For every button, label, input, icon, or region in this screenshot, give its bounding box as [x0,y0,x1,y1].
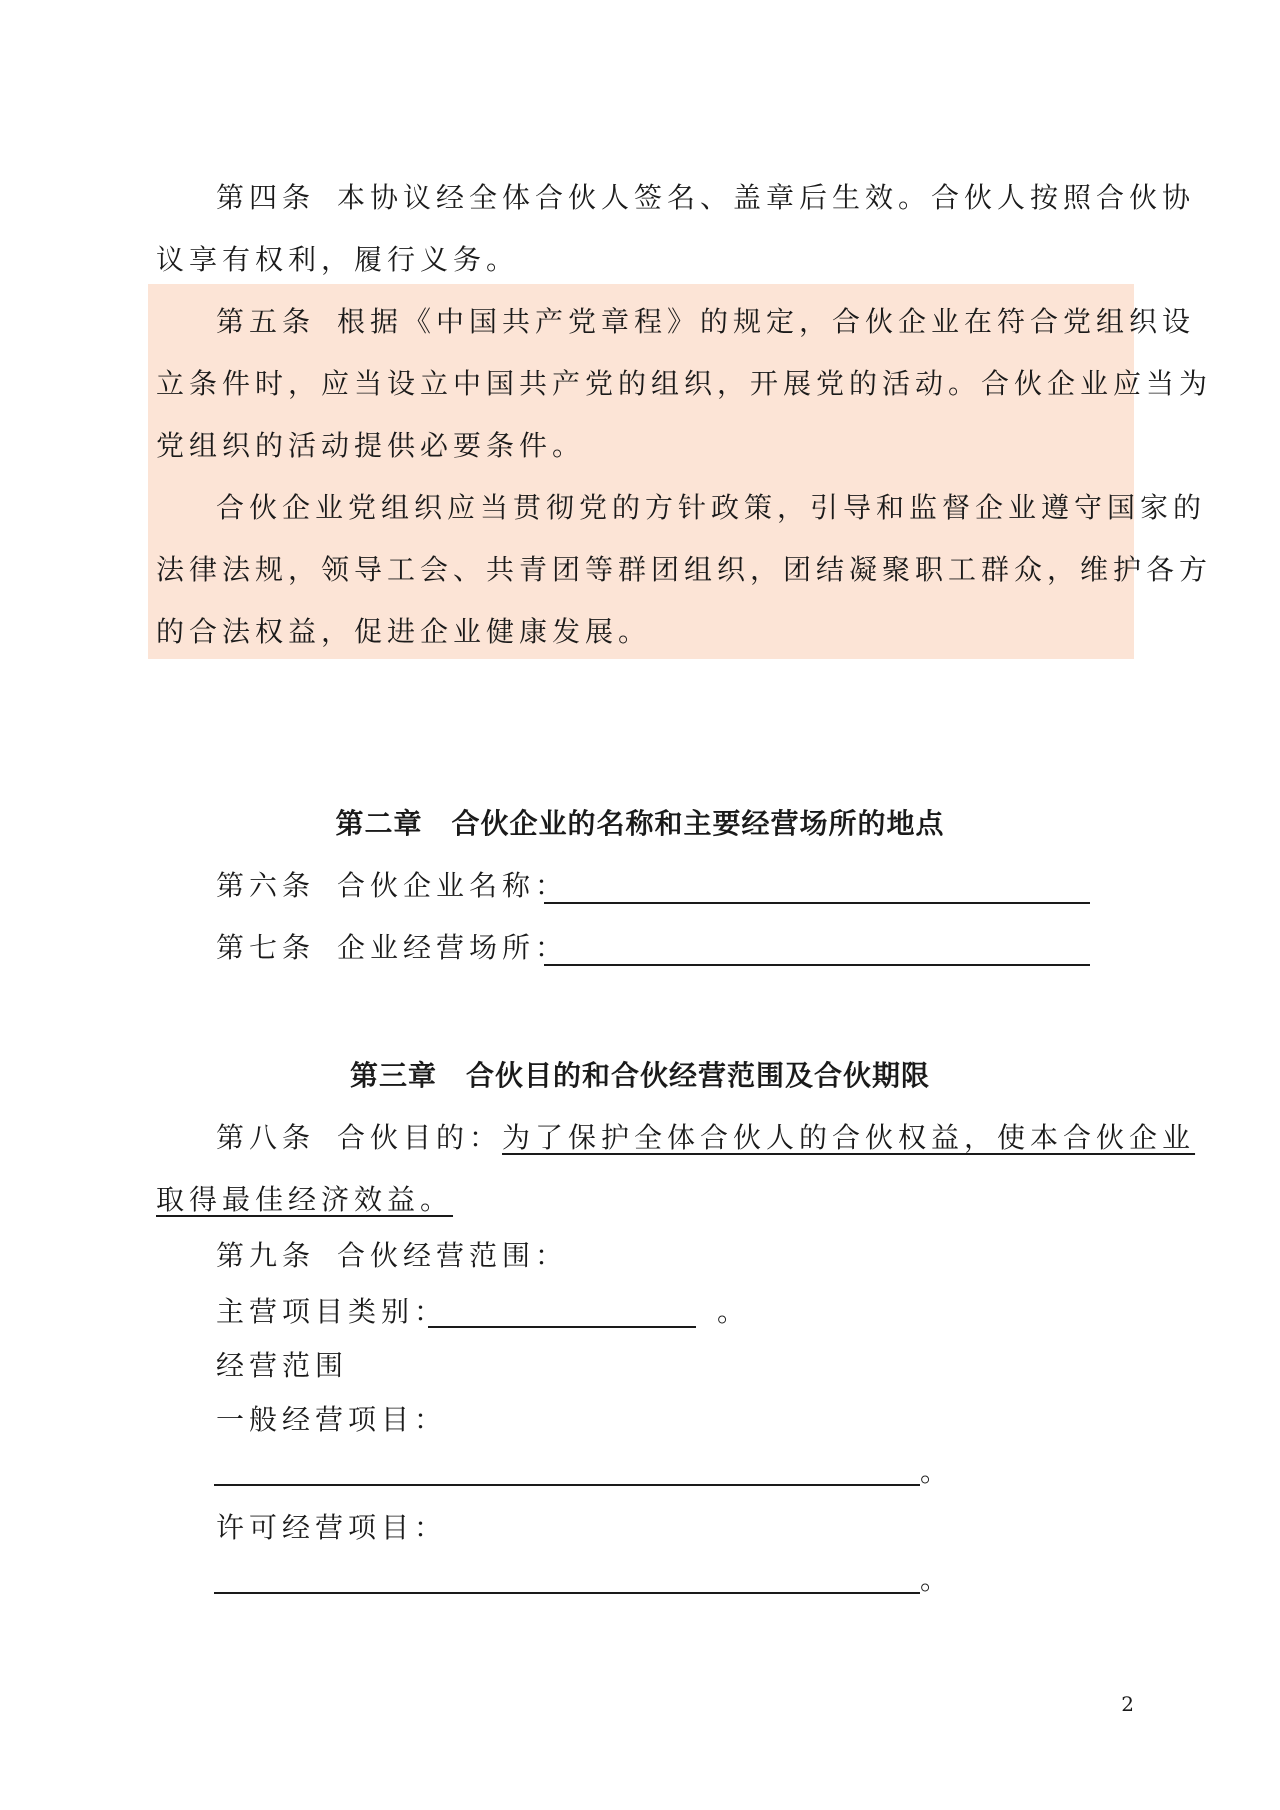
article-4-line-2: 议享有权利，履行义务。 [156,243,520,276]
article-8-number: 第八条 [216,1121,316,1154]
article-7-label: 企业经营场所： [337,931,569,964]
general-items-blank[interactable] [214,1484,920,1486]
page-number: 2 [1121,1692,1134,1716]
article-4-text-1: 本协议经全体合伙人签名、盖章后生效。合伙人按照合伙协 [337,181,1196,214]
article-6-label: 合伙企业名称： [337,869,569,902]
article-8-label: 合伙目的： [337,1121,503,1154]
article-6-line [216,866,568,906]
scope-label: 经营范围 [216,1349,349,1382]
general-items-period: 。 [920,1455,954,1488]
article-8-line-1 [216,1118,1195,1158]
article-5-para-2-line-1: 合伙企业党组织应当贯彻党的方针政策，引导和监督企业遵守国家的 [216,491,1207,524]
licensed-items-blank[interactable] [214,1592,920,1594]
article-5-para-2-line-3: 的合法权益，促进企业健康发展。 [156,615,652,648]
article-5-text-1: 根据《中国共产党章程》的规定，合伙企业在符合党组织设 [337,305,1196,338]
article-4-number: 第四条 [216,181,316,214]
article-9-number: 第九条 [216,1239,316,1272]
article-5-line-3: 党组织的活动提供必要条件。 [156,429,586,462]
article-7-line [216,928,568,968]
licensed-items-label: 许可经营项目： [216,1511,448,1544]
chapter-2-heading: 第二章 合伙企业的名称和主要经营场所的地点 [335,807,945,840]
article-8-underlined-1: 为了保护全体合伙人的合伙权益，使本合伙企业 [502,1121,1196,1154]
main-category-label: 主营项目类别： [216,1295,448,1328]
article-5-line-2: 立条件时，应当设立中国共产党的组织，开展党的活动。合伙企业应当为 [156,367,1213,400]
article-7-number: 第七条 [216,931,316,964]
licensed-items-period: 。 [920,1563,954,1596]
article-4-line-1 [216,178,1195,218]
article-5-para-2-line-2: 法律法规，领导工会、共青团等群团组织，团结凝聚职工群众，维护各方 [156,553,1213,586]
enterprise-name-blank[interactable] [544,902,1090,904]
business-location-blank[interactable] [544,964,1090,966]
article-5-number: 第五条 [216,305,316,338]
article-6-number: 第六条 [216,869,316,902]
article-5-line-1 [216,302,1195,342]
general-items-label: 一般经营项目： [216,1403,448,1436]
article-8-underlined-2: 取得最佳经济效益。 [156,1183,454,1216]
article-9-label: 合伙经营范围： [337,1239,569,1272]
article-9-line [216,1236,568,1276]
main-category-blank[interactable] [428,1326,696,1328]
chapter-3-heading: 第三章 合伙目的和合伙经营范围及合伙期限 [349,1059,930,1092]
main-category-period: 。 [717,1295,751,1328]
